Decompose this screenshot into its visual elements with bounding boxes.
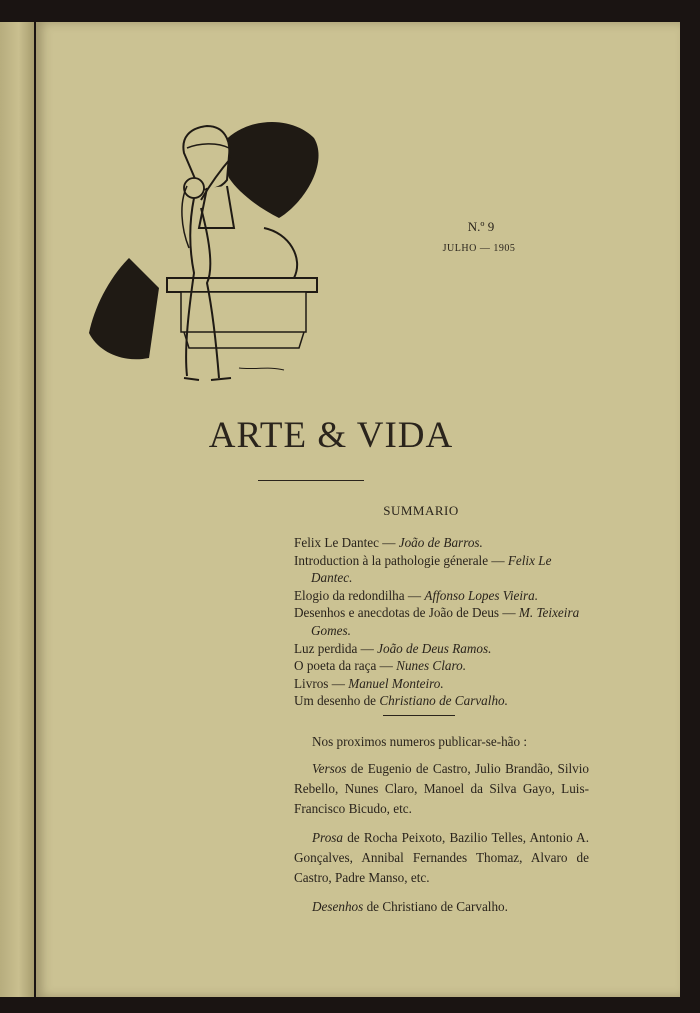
magazine-page: [36, 22, 680, 997]
toc-item: [294, 552, 594, 587]
toc-item: [294, 587, 594, 605]
upcoming-intro: Nos proximos numeros publicar-se-hão :: [312, 734, 528, 749]
upcoming-prose: [294, 828, 589, 888]
toc-item: [294, 534, 594, 552]
toc-item-title: Desenhos e anecdotas de João de Deus —: [294, 605, 519, 621]
title-divider: [258, 480, 364, 481]
toc-item: [294, 657, 594, 675]
toc-item: [294, 604, 594, 639]
upcoming-drawings: [294, 897, 589, 917]
issue-number: N.º 9: [467, 219, 495, 234]
drawings-text: de Christiano de Carvalho.: [363, 899, 508, 914]
table-of-contents: [294, 534, 594, 710]
prose-text: de Rocha Peixoto, Bazilio Telles, Antonio A. Gonçalves, Annibal Fernandes Thomaz, Alvaro de Castro, Padre Manso, etc.: [294, 830, 589, 885]
toc-item-title: Um desenho de: [294, 693, 380, 709]
toc-item-author: M. Teixeira Gomes.: [311, 605, 580, 638]
section-divider: [383, 715, 455, 716]
toc-item-title: Introduction à la pathologie génerale —: [294, 552, 508, 568]
cover-illustration: [89, 108, 329, 398]
upcoming-section: [294, 732, 589, 926]
magazine-title: ARTE & VIDA: [208, 415, 454, 456]
verses-label: Versos: [312, 761, 347, 776]
toc-item-author: Manuel Monteiro.: [348, 675, 444, 691]
toc-item: [294, 675, 594, 693]
toc-item-author: Affonso Lopes Vieira.: [424, 587, 539, 603]
toc-item-author: Nunes Claro.: [396, 658, 467, 674]
toc-item-author: João de Deus Ramos.: [377, 640, 492, 656]
upcoming-verses: [294, 759, 589, 819]
toc-item-author: Felix Le Dantec.: [311, 552, 552, 586]
toc-item-title: O poeta da raça —: [294, 658, 397, 674]
prose-label: Prosa: [312, 830, 344, 845]
book-spine: [0, 22, 34, 997]
summary-heading: SUMMARIO: [383, 503, 459, 518]
toc-item-title: Felix Le Dantec —: [294, 535, 399, 550]
issue-date: JULHO — 1905: [442, 243, 516, 254]
toc-item: [294, 692, 594, 710]
toc-item-title: Luz perdida —: [294, 640, 378, 656]
toc-item: [294, 640, 594, 658]
verses-text: de Eugenio de Castro, Julio Brandão, Silvio Rebello, Nunes Claro, Manoel da Silva Gayo, Luis-Francisco Bicudo, etc.: [294, 761, 589, 816]
drawings-label: Desenhos: [312, 899, 364, 914]
toc-item-title: Elogio da redondilha —: [294, 587, 425, 603]
toc-item-title: Livros —: [294, 675, 349, 691]
toc-item-author: João de Barros.: [398, 535, 483, 550]
toc-item-author: Christiano de Carvalho.: [379, 693, 508, 709]
